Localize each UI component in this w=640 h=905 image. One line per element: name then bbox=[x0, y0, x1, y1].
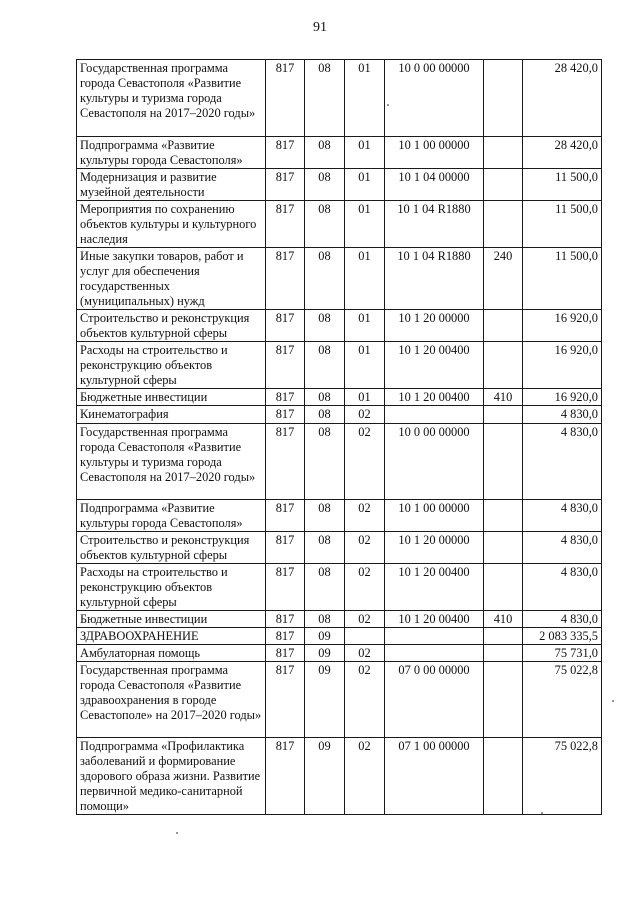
row-section-code: 08 bbox=[305, 389, 345, 406]
page-number: 91 bbox=[313, 20, 327, 35]
row-expense-type bbox=[484, 310, 523, 342]
row-target-code bbox=[385, 406, 484, 424]
row-subsection-code: 01 bbox=[345, 60, 385, 137]
row-subsection-code: 01 bbox=[345, 310, 385, 342]
row-amount: 75 022,8 bbox=[523, 738, 602, 815]
row-expense-type bbox=[484, 201, 523, 248]
row-section-code: 08 bbox=[305, 406, 345, 424]
row-name: Государственная программа города Севастополя «Развитие здравоохранения в городе Севастополе» на 2017–2020 годы» bbox=[77, 662, 266, 738]
table-row bbox=[77, 389, 602, 406]
row-ministry-code: 817 bbox=[266, 532, 305, 564]
row-ministry-code: 817 bbox=[266, 500, 305, 532]
row-name: Расходы на строительство и реконструкцию объектов культурной сферы bbox=[77, 564, 266, 611]
row-ministry-code: 817 bbox=[266, 169, 305, 201]
row-ministry-code: 817 bbox=[266, 738, 305, 815]
row-section-code: 09 bbox=[305, 662, 345, 738]
scan-speck bbox=[612, 700, 614, 702]
row-section-code: 08 bbox=[305, 424, 345, 500]
scan-speck bbox=[387, 104, 389, 106]
row-target-code: 10 1 20 00000 bbox=[385, 532, 484, 564]
row-ministry-code: 817 bbox=[266, 406, 305, 424]
row-subsection-code: 02 bbox=[345, 662, 385, 738]
row-amount: 4 830,0 bbox=[523, 564, 602, 611]
row-name: Государственная программа города Севастополя «Развитие культуры и туризма города Севастополя на 2017–2020 годы» bbox=[77, 60, 266, 137]
row-target-code: 10 1 04 R1880 bbox=[385, 201, 484, 248]
row-section-code: 08 bbox=[305, 201, 345, 248]
table-row bbox=[77, 342, 602, 389]
row-section-code: 08 bbox=[305, 60, 345, 137]
row-name: Мероприятия по сохранению объектов культуры и культурного наследия bbox=[77, 201, 266, 248]
row-subsection-code: 02 bbox=[345, 645, 385, 662]
row-target-code: 10 1 20 00400 bbox=[385, 564, 484, 611]
row-target-code: 10 1 20 00400 bbox=[385, 342, 484, 389]
table-row bbox=[77, 611, 602, 628]
row-ministry-code: 817 bbox=[266, 137, 305, 169]
row-amount: 11 500,0 bbox=[523, 169, 602, 201]
row-ministry-code: 817 bbox=[266, 628, 305, 645]
row-expense-type bbox=[484, 406, 523, 424]
table-row bbox=[77, 201, 602, 248]
row-target-code: 07 1 00 00000 bbox=[385, 738, 484, 815]
row-ministry-code: 817 bbox=[266, 248, 305, 310]
row-name: Бюджетные инвестиции bbox=[77, 611, 266, 628]
row-target-code bbox=[385, 645, 484, 662]
table-row bbox=[77, 645, 602, 662]
row-subsection-code: 02 bbox=[345, 564, 385, 611]
table-row bbox=[77, 738, 602, 815]
row-section-code: 08 bbox=[305, 342, 345, 389]
row-name: Государственная программа города Севастополя «Развитие культуры и туризма города Севастополя на 2017–2020 годы» bbox=[77, 424, 266, 500]
row-subsection-code: 01 bbox=[345, 137, 385, 169]
row-expense-type: 240 bbox=[484, 248, 523, 310]
table-row bbox=[77, 500, 602, 532]
row-amount: 11 500,0 bbox=[523, 201, 602, 248]
row-amount: 16 920,0 bbox=[523, 389, 602, 406]
row-target-code: 10 1 00 00000 bbox=[385, 500, 484, 532]
row-subsection-code: 02 bbox=[345, 424, 385, 500]
row-expense-type bbox=[484, 169, 523, 201]
row-name: Подпрограмма «Развитие культуры города Севастополя» bbox=[77, 500, 266, 532]
table-row bbox=[77, 406, 602, 424]
row-section-code: 08 bbox=[305, 137, 345, 169]
row-subsection-code: 01 bbox=[345, 169, 385, 201]
row-name: Подпрограмма «Развитие культуры города Севастополя» bbox=[77, 137, 266, 169]
scan-speck bbox=[176, 832, 178, 834]
row-amount: 4 830,0 bbox=[523, 611, 602, 628]
scan-speck bbox=[541, 812, 543, 814]
row-expense-type bbox=[484, 738, 523, 815]
row-subsection-code: 01 bbox=[345, 248, 385, 310]
row-subsection-code: 01 bbox=[345, 201, 385, 248]
row-target-code: 10 0 00 00000 bbox=[385, 60, 484, 137]
row-ministry-code: 817 bbox=[266, 424, 305, 500]
row-ministry-code: 817 bbox=[266, 389, 305, 406]
row-subsection-code: 02 bbox=[345, 500, 385, 532]
row-target-code: 10 1 00 00000 bbox=[385, 137, 484, 169]
budget-table bbox=[76, 59, 602, 815]
row-ministry-code: 817 bbox=[266, 201, 305, 248]
table-row bbox=[77, 532, 602, 564]
row-target-code: 07 0 00 00000 bbox=[385, 662, 484, 738]
row-section-code: 08 bbox=[305, 611, 345, 628]
row-amount: 4 830,0 bbox=[523, 406, 602, 424]
row-subsection-code bbox=[345, 628, 385, 645]
row-expense-type: 410 bbox=[484, 389, 523, 406]
row-section-code: 08 bbox=[305, 169, 345, 201]
row-ministry-code: 817 bbox=[266, 645, 305, 662]
row-name: Амбулаторная помощь bbox=[77, 645, 266, 662]
row-target-code: 10 1 04 00000 bbox=[385, 169, 484, 201]
row-section-code: 08 bbox=[305, 532, 345, 564]
budget-table-body bbox=[77, 60, 602, 815]
row-section-code: 08 bbox=[305, 500, 345, 532]
row-amount: 28 420,0 bbox=[523, 137, 602, 169]
row-name: Бюджетные инвестиции bbox=[77, 389, 266, 406]
row-amount: 4 830,0 bbox=[523, 500, 602, 532]
row-expense-type: 410 bbox=[484, 611, 523, 628]
row-amount: 16 920,0 bbox=[523, 342, 602, 389]
table-row bbox=[77, 169, 602, 201]
table-row bbox=[77, 564, 602, 611]
row-subsection-code: 02 bbox=[345, 532, 385, 564]
row-subsection-code: 02 bbox=[345, 406, 385, 424]
row-target-code: 10 1 20 00400 bbox=[385, 389, 484, 406]
row-amount: 16 920,0 bbox=[523, 310, 602, 342]
row-expense-type bbox=[484, 564, 523, 611]
row-name: Модернизация и развитие музейной деятельности bbox=[77, 169, 266, 201]
row-ministry-code: 817 bbox=[266, 611, 305, 628]
row-target-code: 10 1 20 00400 bbox=[385, 611, 484, 628]
table-row bbox=[77, 424, 602, 500]
row-name: Расходы на строительство и реконструкцию объектов культурной сферы bbox=[77, 342, 266, 389]
row-target-code: 10 1 20 00000 bbox=[385, 310, 484, 342]
row-amount: 11 500,0 bbox=[523, 248, 602, 310]
row-section-code: 08 bbox=[305, 310, 345, 342]
row-expense-type bbox=[484, 532, 523, 564]
row-name: Подпрограмма «Профилактика заболеваний и формирование здорового образа жизни. Развитие первичной медико-санитарной помощи» bbox=[77, 738, 266, 815]
row-name: Иные закупки товаров, работ и услуг для обеспечения государственных (муниципальных) нужд bbox=[77, 248, 266, 310]
row-ministry-code: 817 bbox=[266, 60, 305, 137]
row-expense-type bbox=[484, 645, 523, 662]
row-subsection-code: 01 bbox=[345, 342, 385, 389]
row-amount: 4 830,0 bbox=[523, 532, 602, 564]
row-ministry-code: 817 bbox=[266, 564, 305, 611]
row-target-code: 10 0 00 00000 bbox=[385, 424, 484, 500]
row-expense-type bbox=[484, 500, 523, 532]
row-subsection-code: 01 bbox=[345, 389, 385, 406]
row-name: ЗДРАВООХРАНЕНИЕ bbox=[77, 628, 266, 645]
row-amount: 4 830,0 bbox=[523, 424, 602, 500]
row-expense-type bbox=[484, 137, 523, 169]
row-expense-type bbox=[484, 342, 523, 389]
row-expense-type bbox=[484, 424, 523, 500]
table-row bbox=[77, 137, 602, 169]
row-name: Кинематография bbox=[77, 406, 266, 424]
row-name: Строительство и реконструкция объектов культурной сферы bbox=[77, 310, 266, 342]
row-expense-type bbox=[484, 662, 523, 738]
row-ministry-code: 817 bbox=[266, 310, 305, 342]
row-name: Строительство и реконструкция объектов культурной сферы bbox=[77, 532, 266, 564]
row-section-code: 08 bbox=[305, 248, 345, 310]
table-row bbox=[77, 248, 602, 310]
row-subsection-code: 02 bbox=[345, 611, 385, 628]
row-amount: 28 420,0 bbox=[523, 60, 602, 137]
row-ministry-code: 817 bbox=[266, 662, 305, 738]
row-target-code bbox=[385, 628, 484, 645]
row-amount: 75 022,8 bbox=[523, 662, 602, 738]
row-section-code: 08 bbox=[305, 564, 345, 611]
table-row bbox=[77, 310, 602, 342]
row-ministry-code: 817 bbox=[266, 342, 305, 389]
table-row bbox=[77, 662, 602, 738]
row-expense-type bbox=[484, 60, 523, 137]
table-row bbox=[77, 60, 602, 137]
table-row bbox=[77, 628, 602, 645]
row-section-code: 09 bbox=[305, 628, 345, 645]
row-amount: 75 731,0 bbox=[523, 645, 602, 662]
row-subsection-code: 02 bbox=[345, 738, 385, 815]
row-amount: 2 083 335,5 bbox=[523, 628, 602, 645]
row-section-code: 09 bbox=[305, 738, 345, 815]
row-expense-type bbox=[484, 628, 523, 645]
row-target-code: 10 1 04 R1880 bbox=[385, 248, 484, 310]
row-section-code: 09 bbox=[305, 645, 345, 662]
